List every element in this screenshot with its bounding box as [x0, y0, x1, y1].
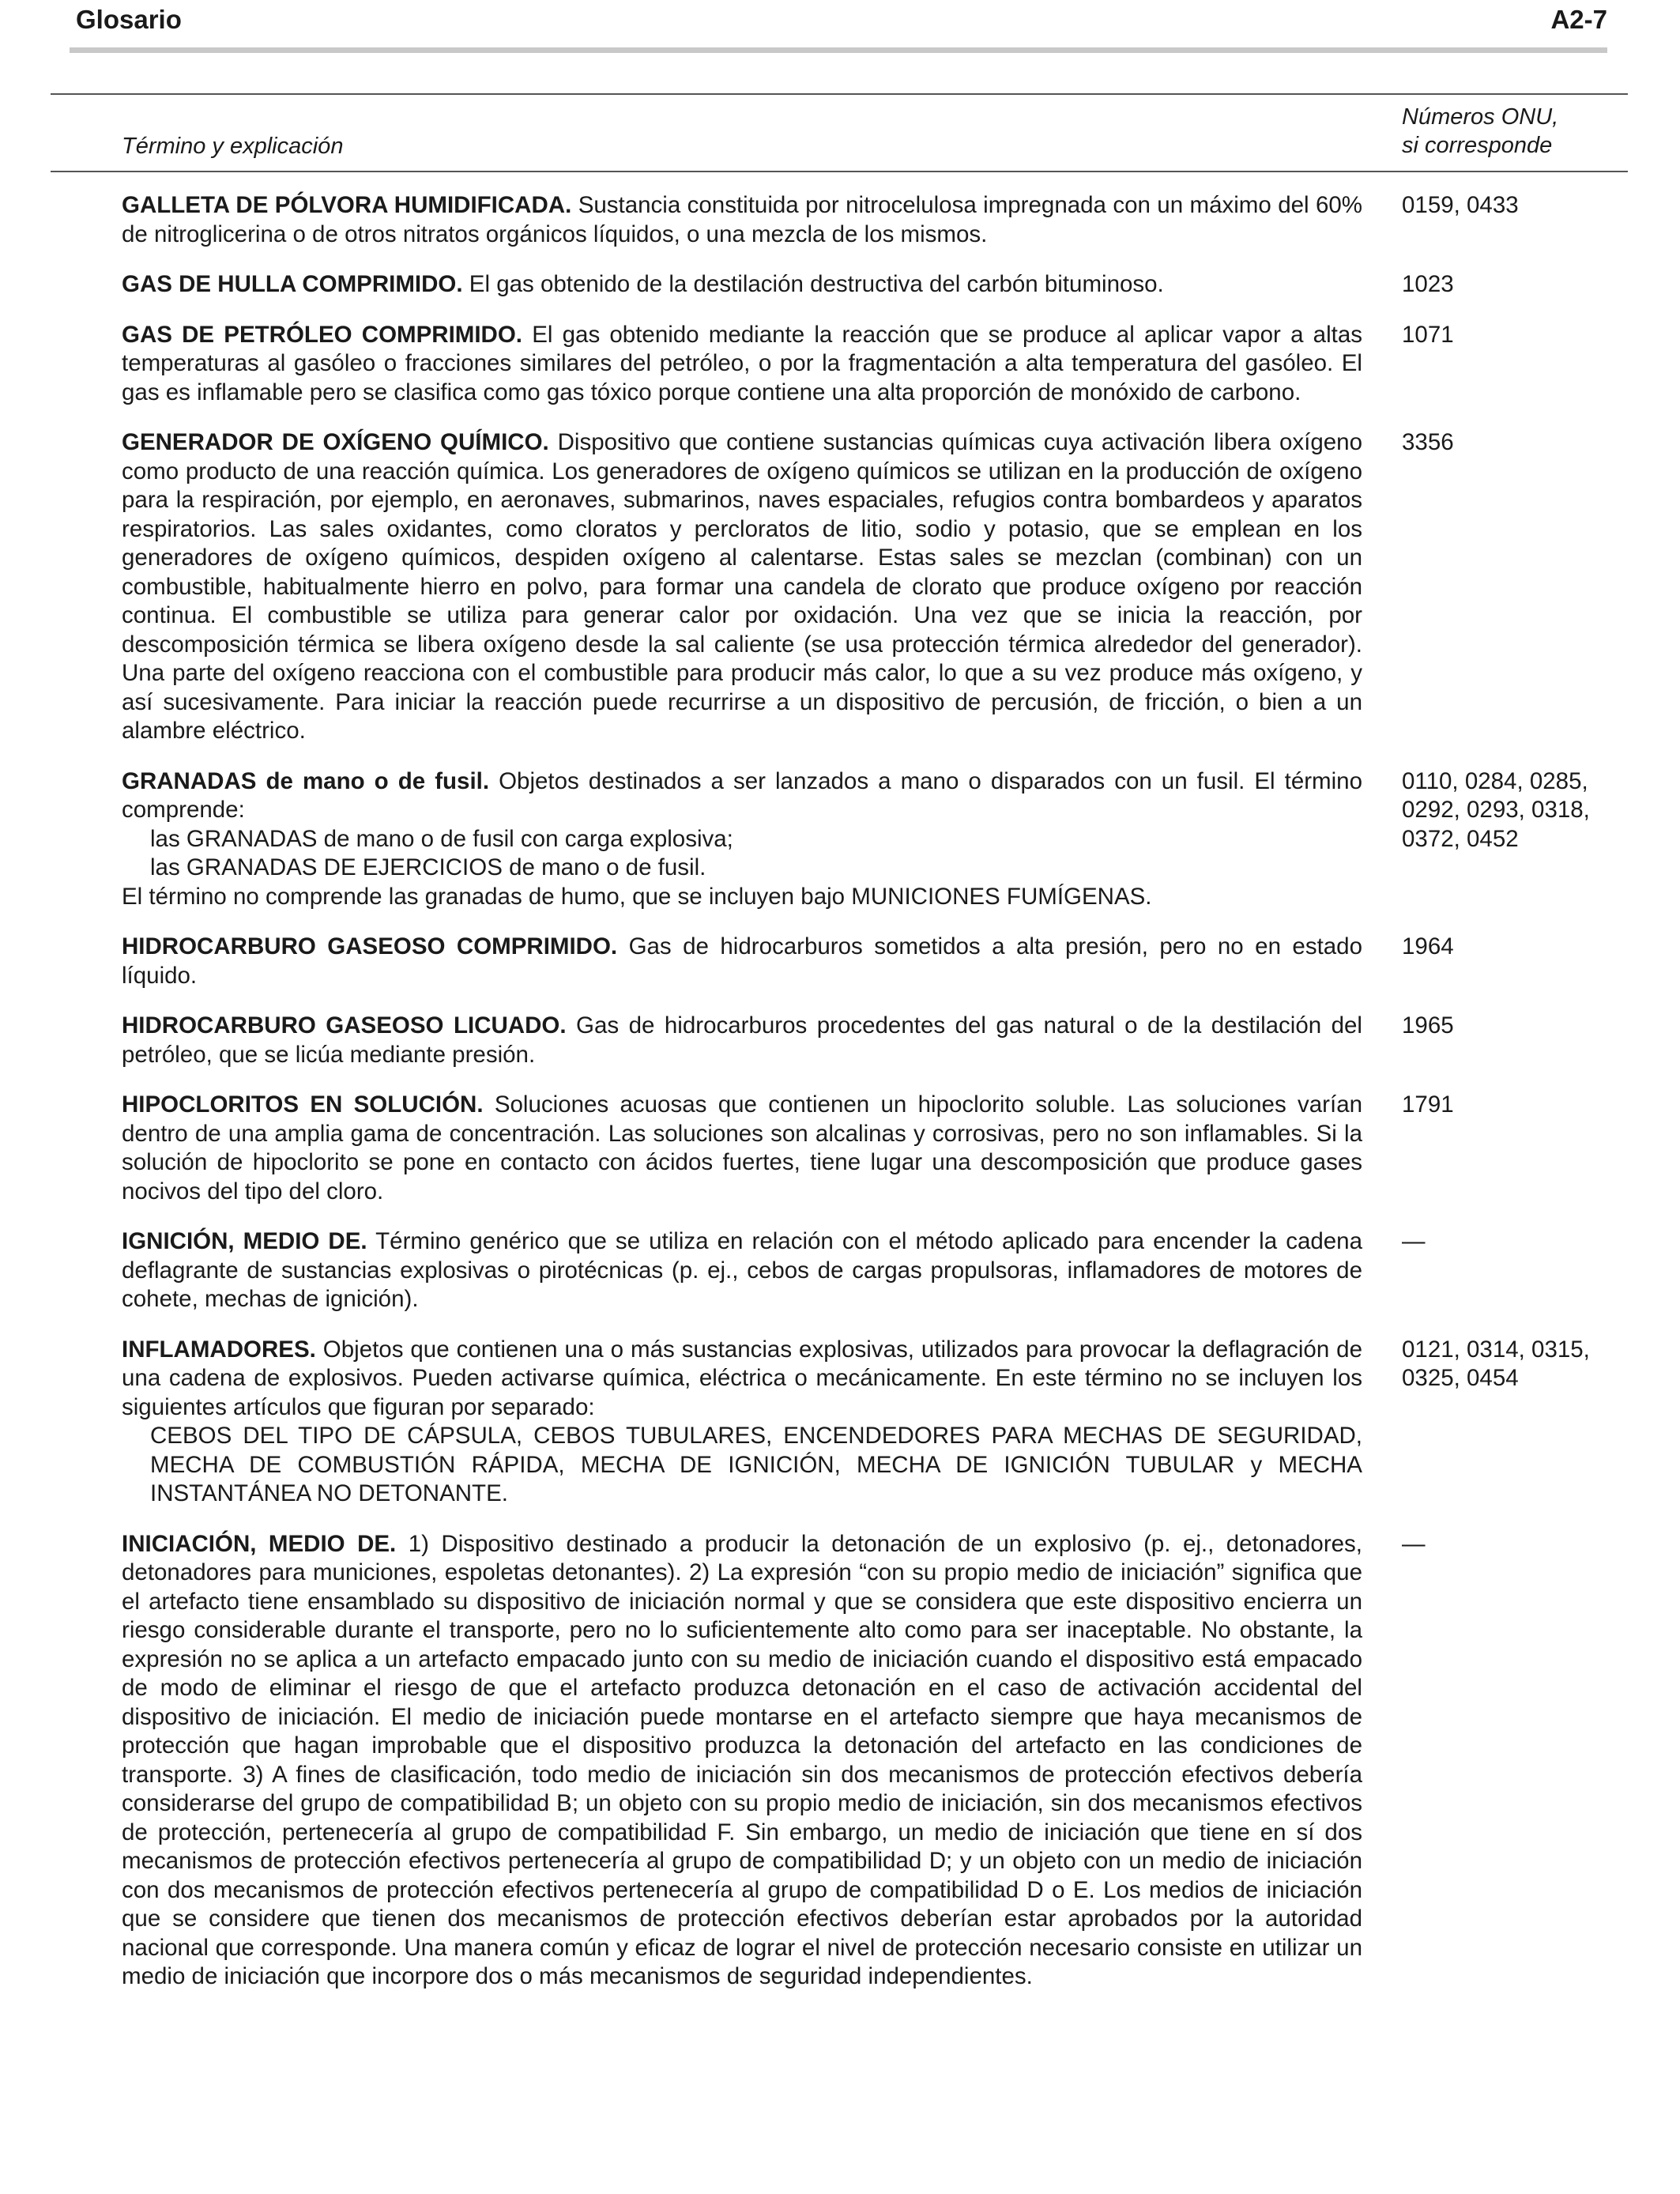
glossary-entry — [122, 1091, 1628, 1206]
entry-term: INFLAMADORES. — [122, 1336, 316, 1363]
glossary-entry — [122, 1012, 1628, 1069]
entry-description — [122, 767, 1362, 912]
entry-sub-item: las GRANADAS de mano o de fusil con carga explosiva; — [150, 825, 733, 852]
entry-text: 1) Dispositivo destinado a producir la detonación de un explosivo (p. ej., detonadores, detonadores para municiones, espoletas detonantes). 2) La expresión “con su propio medio de iniciación” significa que el artefacto tiene ensamblado su dispositivo de iniciación normal y que se considera que este dispositivo encierra un riesgo considerable durante el transporte, pero no lo suficientemente alto como para ser inaceptable. No obstante, la expresión no se aplica a un artefacto empacado junto con su medio de iniciación cuando el dispositivo está empacado de modo de eliminar el riesgo de que el artefacto produzca detonación en el caso de activación accidental del dispositivo de iniciación. El medio de iniciación puede montarse en el artefacto siempre que haya mecanismos de protección que hagan improbable que el dispositivo produzca la detonación del artefacto en las condiciones de transporte. 3) A fines de clasificación, todo medio de iniciación sin dos mecanismos de protección efectivos debería considerarse del grupo de compatibilidad B; un objeto con su propio medio de iniciación, sin dos mecanismos efectivos de protección, pertenecería al grupo de compatibilidad F. Sin embargo, un medio de iniciación que tiene en sí dos mecanismos de protección efectivos pertenecería al grupo de compatibilidad D; y un objeto con un medio de iniciación con dos mecanismos de protección efectivos pertenecería al grupo de compatibilidad D o E. Los medios de iniciación que se considere que tienen dos mecanismos de protección efectivos deberían estar aprobados por la autoridad nacional que corresponde. Una manera común y eficaz de lograr el nivel de protección necesario consiste en utilizar un medio de iniciación que incorpore dos o más mecanismos de seguridad independientes. — [122, 1530, 1362, 1989]
entry-un-numbers: 1964 — [1402, 933, 1454, 959]
glossary-list — [122, 191, 1628, 2013]
entry-term: HIPOCLORITOS EN SOLUCIÓN. — [122, 1091, 484, 1118]
header-divider — [70, 47, 1607, 53]
column-un-label — [1402, 103, 1623, 160]
entry-un-numbers: 0159, 0433 — [1402, 192, 1519, 218]
entry-term: IGNICIÓN, MEDIO DE. — [122, 1228, 367, 1254]
entry-tail-text: El término no comprende las granadas de humo, que se incluyen bajo MUNICIONES FUMÍGENAS. — [122, 883, 1152, 910]
entry-description — [122, 191, 1362, 249]
entry-term: GAS DE HULLA COMPRIMIDO. — [122, 271, 463, 297]
entry-un-numbers: 1965 — [1402, 1012, 1454, 1039]
page-header — [76, 0, 1607, 49]
entry-text: El gas obtenido de la destilación destructiva del carbón bituminoso. — [462, 271, 1164, 297]
entry-un-numbers: 1791 — [1402, 1091, 1454, 1118]
column-un-line1: Números ONU, — [1402, 104, 1559, 130]
glossary-entry — [122, 428, 1628, 746]
page-number: A2-7 — [1550, 5, 1607, 34]
entry-un-numbers: 1071 — [1402, 321, 1454, 348]
entry-term: GENERADOR DE OXÍGENO QUÍMICO. — [122, 429, 549, 455]
entry-description — [122, 321, 1362, 408]
column-term-label: Término y explicación — [122, 134, 344, 159]
entry-text: Sustancia constituida por nitrocelulosa impregnada con un máximo del 60% de nitroglicerina o de otros nitratos orgánicos líquidos, o una mezcla de los mismos. — [122, 192, 1363, 247]
entry-description — [122, 1530, 1362, 1992]
glossary-entry — [122, 767, 1628, 912]
entry-description — [122, 933, 1362, 990]
entry-description — [122, 1091, 1362, 1206]
entry-un-numbers: — — [1402, 1228, 1426, 1254]
entry-text: Término genérico que se utiliza en relación con el método aplicado para encender la cadena deflagrante de sustancias explosivas o pirotécnicas (p. ej., cebos de cargas propulsoras, inflamadores de motores de cohete, mechas de ignición). — [122, 1228, 1362, 1312]
glossary-entry — [122, 933, 1628, 990]
entry-un-numbers: 3356 — [1402, 429, 1454, 455]
entry-text: Gas de hidrocarburos procedentes del gas natural o de la destilación del petróleo, que se licúa mediante presión. — [122, 1012, 1362, 1068]
column-header — [51, 93, 1628, 172]
entry-text: Gas de hidrocarburos sometidos a alta presión, pero no en estado líquido. — [122, 933, 1362, 989]
entry-text: Soluciones acuosas que contienen un hipoclorito soluble. Las soluciones varían dentro de una amplia gama de concentración. Las soluciones son alcalinas y corrosivas, pero no son inflamables. Si la solución de hipoclorito se pone en contacto con ácidos fuertes, tiene lugar una descomposición que produce gases nocivos del tipo del cloro. — [122, 1091, 1363, 1204]
glossary-entry — [122, 1336, 1628, 1509]
entry-term: HIDROCARBURO GASEOSO LICUADO. — [122, 1012, 567, 1039]
glossary-entry — [122, 1530, 1628, 1992]
glossary-entry — [122, 270, 1628, 300]
entry-text: Objetos que contienen una o más sustancias explosivas, utilizados para provocar la deflagración de una cadena de explosivos. Pueden activarse química, eléctrica o mecánicamente. En este término no se incluyen los siguientes artículos que figuran por separado: — [122, 1336, 1362, 1420]
entry-text: Dispositivo que contiene sustancias químicas cuya activación libera oxígeno como producto de una reacción química. Los generadores de oxígeno químicos se utilizan en la producción de oxígeno para la respiración, por ejemplo, en aeronaves, submarinos, naves espaciales, refugios contra bombardeos y aparatos respiratorios. Las sales oxidantes, como cloratos y percloratos de litio, sodio y potasio, que se emplean en los generadores de oxígeno químicos, despiden oxígeno al calentarse. Estas sales se mezclan (combinan) con un combustible, habitualmente hierro en polvo, para formar una candela de clorato que produce oxígeno por reacción continua. El combustible se utiliza para generar calor por oxidación. Una vez que se inicia la reacción, por descomposición térmica se libera oxígeno desde la sal caliente (se usa protección térmica alrededor del generador). Una parte del oxígeno reacciona con el combustible para producir más calor, lo que a su vez produce más oxígeno, y así sucesivamente. Para iniciar la reacción puede recurrirse a un dispositivo de percusión, de fricción, o bien a un alambre eléctrico. — [122, 429, 1362, 744]
entry-term: INICIACIÓN, MEDIO DE. — [122, 1530, 397, 1557]
entry-un-numbers: 0110, 0284, 0285, 0292, 0293, 0318, 0372, 0452 — [1402, 767, 1590, 852]
entry-term: HIDROCARBURO GASEOSO COMPRIMIDO. — [122, 933, 618, 959]
entry-sub-item: las GRANADAS DE EJERCICIOS de mano o de fusil. — [150, 854, 706, 880]
entry-text: Objetos destinados a ser lanzados a mano o disparados con un fusil. El término comprende: — [122, 767, 1362, 823]
section-title: Glosario — [76, 5, 182, 34]
glossary-entry — [122, 321, 1628, 408]
entry-text: El gas obtenido mediante la reacción que se produce al aplicar vapor a altas temperaturas al gasóleo o fracciones similares del petróleo, o por la fragmentación a alta temperatura del gasóleo. El gas es inflamable pero se clasifica como gas tóxico porque contiene una alta proporción de monóxido de carbono. — [122, 321, 1362, 405]
entry-term: GAS DE PETRÓLEO COMPRIMIDO. — [122, 321, 522, 348]
glossary-entry — [122, 191, 1628, 249]
entry-un-numbers: — — [1402, 1530, 1426, 1557]
entry-description — [122, 1336, 1362, 1509]
entry-description — [122, 270, 1362, 300]
entry-term: GRANADAS de mano o de fusil. — [122, 767, 490, 794]
entry-term: GALLETA DE PÓLVORA HUMIDIFICADA. — [122, 192, 572, 218]
column-un-line2: si corresponde — [1402, 133, 1553, 158]
entry-sub-item: CEBOS DEL TIPO DE CÁPSULA, CEBOS TUBULARES, ENCENDEDORES PARA MECHAS DE SEGURIDAD, MECHA DE COMBUSTIÓN RÁPIDA, MECHA DE IGNICIÓN, MECHA DE IGNICIÓN TUBULAR y MECHA INSTANTÁNEA NO DETONANTE. — [150, 1423, 1362, 1506]
entry-description — [122, 428, 1362, 746]
entry-description — [122, 1012, 1362, 1069]
entry-description — [122, 1227, 1362, 1314]
glossary-entry — [122, 1227, 1628, 1314]
entry-un-numbers: 0121, 0314, 0315, 0325, 0454 — [1402, 1336, 1590, 1391]
entry-un-numbers: 1023 — [1402, 271, 1454, 297]
